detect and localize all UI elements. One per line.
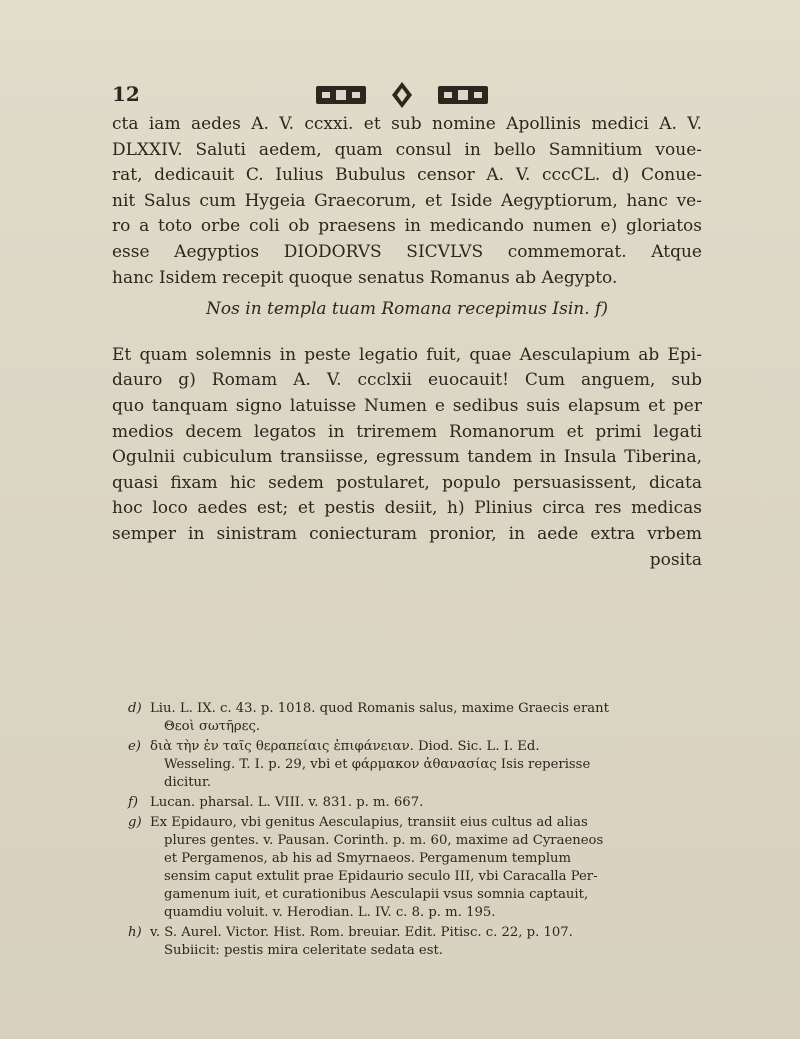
text-line: hanc Isidem recepit quoque senatus Romanus ab Aegypto. — [112, 267, 618, 288]
footnote-line: διὰ τὴν ἐν ταῖς θεραπείαις ἐπιφάνειαν. Diod. Sic. L. I. Ed. — [150, 739, 540, 754]
footnote-line: Lucan. pharsal. L. VIII. v. 831. p. m. 667. — [150, 795, 424, 810]
text-line: rat, dedicauit C. Iulius Bubulus censor A. V. cccCL. d) Conue- — [112, 165, 702, 186]
footnote-line: Ex Epidauro, vbi genitus Aesculapius, transiit eius cultus ad alias — [150, 815, 588, 830]
footnote-line: et Pergamenos, ab his ad Smyrnaeos. Pergamenum templum — [164, 851, 572, 866]
footnote-f — [128, 794, 708, 812]
footnote-line: plures gentes. v. Pausan. Corinth. p. m. 60, maxime ad Cyraeneos — [164, 833, 604, 848]
footnote-mark: e) — [128, 739, 141, 754]
text-line: esse Aegyptios DIODORVS SICVLVS commemorat. Atque — [112, 241, 702, 262]
footnote-line: gamenum iuit, et curationibus Aesculapii vsus somnia captauit, — [164, 887, 589, 902]
footnote-mark: g) — [128, 815, 142, 830]
footnote-line: dicitur. — [164, 775, 212, 790]
footnote-line: quamdiu voluit. v. Herodian. L. IV. c. 8. p. m. 195. — [164, 905, 496, 920]
footnote-mark: d) — [128, 701, 142, 716]
header-ornament-icon — [312, 80, 492, 110]
footnote-line: Wesseling. T. I. p. 29, vbi et φάρμακον ἀθανασίας Isis reperisse — [164, 757, 591, 772]
footnote-line: sensim caput extulit prae Epidaurio seculo III, vbi Caracalla Per- — [164, 869, 598, 884]
footnote-d — [128, 700, 708, 736]
text-line: semper in sinistram coniecturam pronior, in aede extra vrbem — [112, 523, 702, 544]
text-line: hoc loco aedes est; et pestis desiit, h) Plinius circa res medicas — [112, 498, 702, 519]
text-line: nit Salus cum Hygeia Graecorum, et Iside Aegyptiorum, hanc ve- — [112, 190, 702, 211]
text-line: dauro g) Romam A. V. ccclxii euocauit! Cum anguem, sub — [112, 370, 702, 391]
verse-quotation: Nos in templa tuam Romana recepimus Isin. f) — [206, 299, 608, 320]
footnote-line: v. S. Aurel. Victor. Hist. Rom. breuiar. Edit. Pitisc. c. 22, p. 107. — [150, 925, 573, 940]
text-line: Ogulnii cubiculum transiisse, egressum tandem in Insula Tiberina, — [112, 447, 702, 468]
footnote-line: Liu. L. IX. c. 43. p. 1018. quod Romanis salus, maxime Graecis erant — [150, 701, 609, 716]
text-line: quasi fixam hic sedem postularet, populo persuasissent, dicata — [112, 472, 702, 493]
text-line: DLXXIV. Saluti aedem, quam consul in bello Samnitium voue- — [112, 139, 702, 160]
page-number: 12 — [112, 82, 140, 106]
footnote-mark: h) — [128, 925, 142, 940]
text-line: medios decem legatos in triremem Romanorum et primi legati — [112, 421, 702, 442]
footnote-g — [128, 814, 708, 922]
footnote-line: Subiicit: pestis mira celeritate sedata est. — [164, 943, 443, 958]
footnote-line: Θεοὶ σωτῆρες. — [164, 719, 261, 734]
footnotes — [128, 700, 708, 962]
main-text — [112, 112, 702, 573]
catchword: posita — [649, 549, 702, 570]
text-line: quo tanquam signo latuisse Numen e sedibus suis elapsum et per — [112, 395, 702, 416]
text-line: cta iam aedes A. V. ccxxi. et sub nomine Apollinis medici A. V. — [112, 114, 702, 134]
footnote-h — [128, 924, 708, 960]
footnote-e — [128, 738, 708, 792]
footnote-mark: f) — [128, 795, 139, 810]
text-line: ro a toto orbe coli ob praesens in medicando numen e) gloriatos — [112, 216, 702, 237]
text-line: Et quam solemnis in peste legatio fuit, quae Aesculapium ab Epi- — [112, 344, 702, 365]
